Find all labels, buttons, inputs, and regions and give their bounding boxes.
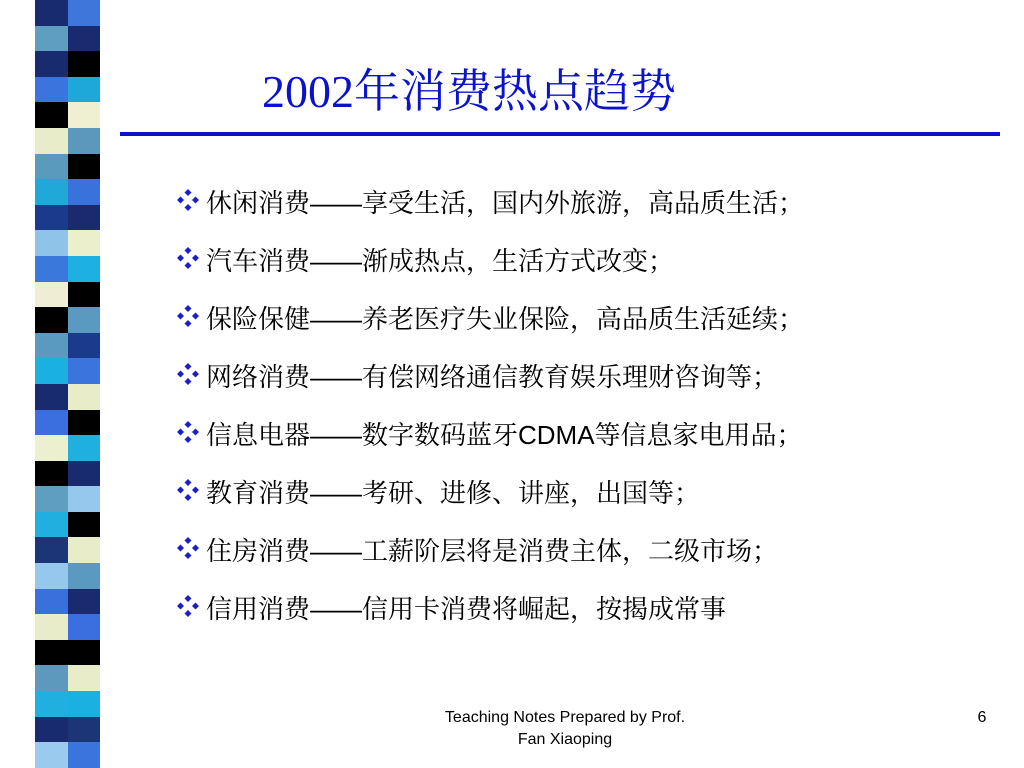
bullet-text: 休闲消费——享受生活，国内外旅游，高品质生活； bbox=[206, 187, 805, 218]
stripe-segment bbox=[35, 717, 68, 743]
bullet-item bbox=[176, 172, 1006, 230]
bullet-text: 汽车消费——渐成热点，生活方式改变； bbox=[206, 245, 675, 276]
diamond-bullet-icon bbox=[176, 362, 206, 388]
stripe-segment bbox=[35, 563, 68, 589]
stripe-segment bbox=[35, 26, 68, 52]
stripe-segment bbox=[68, 102, 100, 128]
bullet-item bbox=[176, 346, 1006, 404]
bullet-item bbox=[176, 578, 1006, 636]
stripe-segment bbox=[68, 256, 100, 282]
stripe-segment bbox=[68, 614, 100, 640]
stripe-segment bbox=[35, 614, 68, 640]
diamond-bullet-icon bbox=[176, 420, 206, 446]
stripe-segment bbox=[68, 461, 100, 487]
stripe-segment bbox=[35, 742, 68, 768]
bullet-text: 教育消费——考研、进修、讲座，出国等； bbox=[206, 477, 701, 508]
stripe-segment bbox=[68, 307, 100, 333]
stripe-segment bbox=[68, 0, 100, 26]
stripe-segment bbox=[35, 307, 68, 333]
bullet-list bbox=[176, 172, 1006, 636]
stripe-segment bbox=[35, 486, 68, 512]
stripe-segment bbox=[35, 512, 68, 538]
stripe-segment bbox=[68, 205, 100, 231]
stripe-segment bbox=[35, 461, 68, 487]
stripe-segment bbox=[35, 358, 68, 384]
bullet-text: 网络消费——有偿网络通信教育娱乐理财咨询等； bbox=[206, 361, 779, 392]
stripe-segment bbox=[35, 256, 68, 282]
stripe-segment bbox=[35, 0, 68, 26]
page-number: 6 bbox=[977, 709, 987, 726]
stripe-segment bbox=[35, 179, 68, 205]
bullet-item bbox=[176, 288, 1006, 346]
stripe-segment bbox=[35, 230, 68, 256]
stripe-segment bbox=[35, 51, 68, 77]
stripe-segment bbox=[68, 128, 100, 154]
stripe-segment bbox=[68, 179, 100, 205]
stripe-segment bbox=[68, 77, 100, 103]
stripe-segment bbox=[68, 512, 100, 538]
stripe-segment bbox=[68, 333, 100, 359]
stripe-segment bbox=[35, 282, 68, 308]
stripe-segment bbox=[35, 384, 68, 410]
bullet-item bbox=[176, 462, 1006, 520]
diamond-bullet-icon bbox=[176, 536, 206, 562]
stripe-segment bbox=[68, 154, 100, 180]
stripe-column-left bbox=[35, 0, 68, 768]
slide-title: 2002年消费热点趋势 bbox=[262, 66, 676, 117]
stripe-segment bbox=[68, 717, 100, 743]
diamond-bullet-icon bbox=[176, 246, 206, 272]
title-underline bbox=[120, 132, 1000, 136]
stripe-column-right bbox=[68, 0, 100, 768]
bullet-text: 保险保健——养老医疗失业保险，高品质生活延续； bbox=[206, 303, 805, 334]
bullet-text: 信息电器——数字数码蓝牙CDMA等信息家电用品； bbox=[206, 419, 803, 450]
decorative-stripe-bar bbox=[35, 0, 100, 768]
stripe-segment bbox=[68, 282, 100, 308]
diamond-bullet-icon bbox=[176, 594, 206, 620]
bullet-item bbox=[176, 230, 1006, 288]
stripe-segment bbox=[68, 640, 100, 666]
stripe-segment bbox=[35, 102, 68, 128]
stripe-segment bbox=[68, 51, 100, 77]
stripe-segment bbox=[35, 77, 68, 103]
stripe-segment bbox=[68, 358, 100, 384]
stripe-segment bbox=[68, 410, 100, 436]
stripe-segment bbox=[68, 563, 100, 589]
stripe-segment bbox=[35, 640, 68, 666]
stripe-segment bbox=[35, 410, 68, 436]
stripe-segment bbox=[35, 665, 68, 691]
stripe-segment bbox=[35, 589, 68, 615]
bullet-text: 信用消费——信用卡消费将崛起，按揭成常事 bbox=[206, 593, 727, 624]
stripe-segment bbox=[35, 205, 68, 231]
stripe-segment bbox=[68, 665, 100, 691]
stripe-segment bbox=[68, 384, 100, 410]
stripe-segment bbox=[68, 26, 100, 52]
footer-line-1: Teaching Notes Prepared by Prof. bbox=[444, 709, 686, 726]
stripe-segment bbox=[68, 230, 100, 256]
diamond-bullet-icon bbox=[176, 188, 206, 214]
stripe-segment bbox=[35, 333, 68, 359]
stripe-segment bbox=[68, 589, 100, 615]
stripe-segment bbox=[35, 128, 68, 154]
stripe-segment bbox=[68, 742, 100, 768]
stripe-segment bbox=[35, 691, 68, 717]
bullet-item bbox=[176, 520, 1006, 578]
stripe-segment bbox=[68, 435, 100, 461]
stripe-segment bbox=[35, 435, 68, 461]
stripe-segment bbox=[35, 154, 68, 180]
stripe-segment bbox=[35, 537, 68, 563]
diamond-bullet-icon bbox=[176, 304, 206, 330]
footer-text bbox=[380, 707, 750, 751]
stripe-segment bbox=[68, 691, 100, 717]
footer-line-2: Fan Xiaoping bbox=[517, 731, 613, 748]
stripe-segment bbox=[68, 486, 100, 512]
bullet-item bbox=[176, 404, 1006, 462]
stripe-segment bbox=[68, 537, 100, 563]
bullet-text: 住房消费——工薪阶层将是消费主体，二级市场； bbox=[206, 535, 779, 566]
diamond-bullet-icon bbox=[176, 478, 206, 504]
